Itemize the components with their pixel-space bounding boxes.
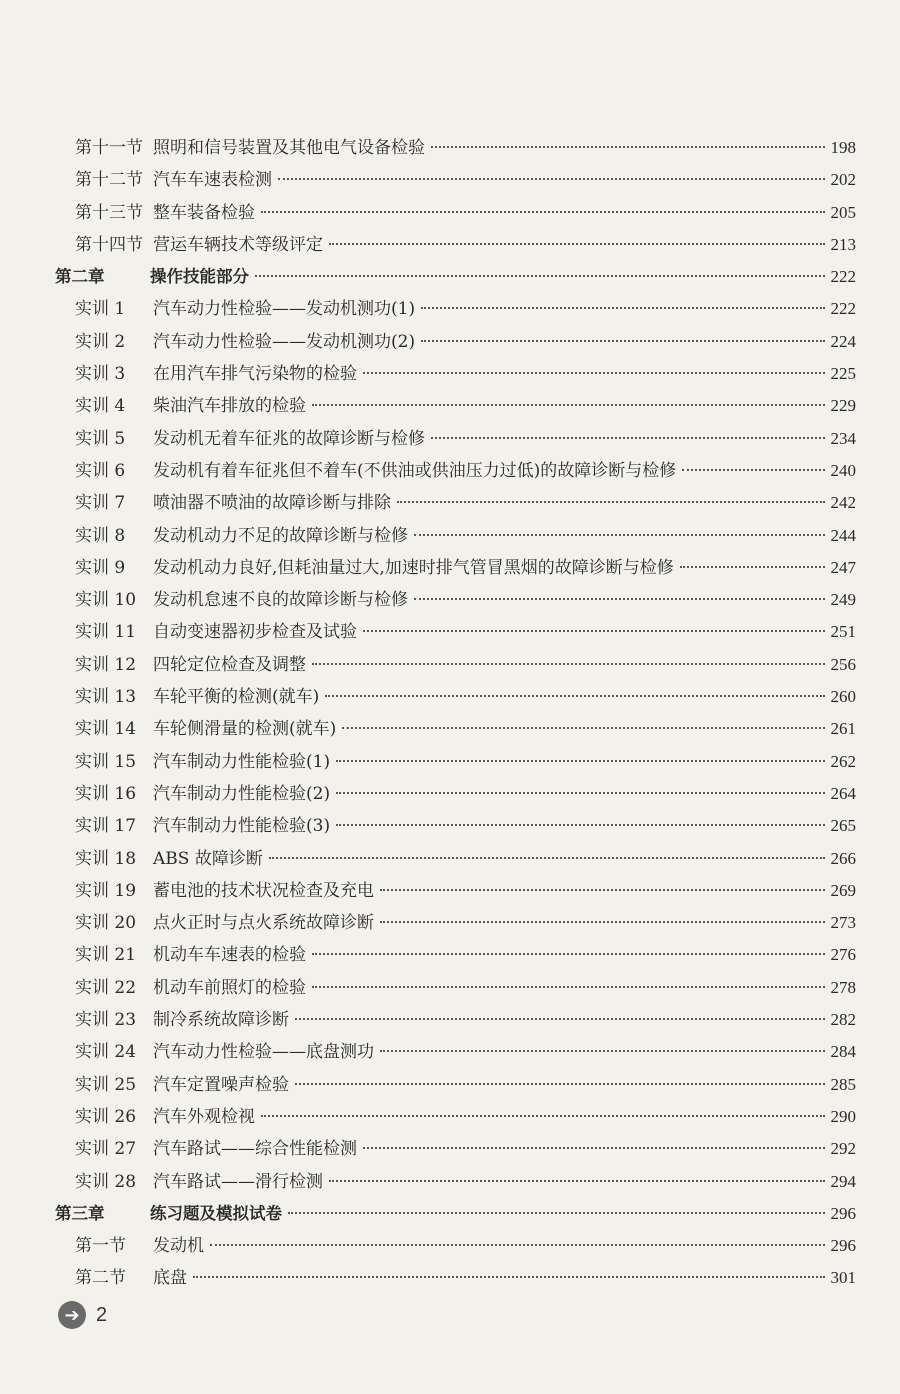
entry-title: 柴油汽车排放的检验	[153, 396, 306, 417]
dot-leader	[312, 404, 825, 406]
entry-title: 机动车车速表的检验	[153, 945, 306, 966]
dot-leader	[295, 1018, 825, 1020]
dot-leader	[363, 372, 825, 374]
toc-section-entry	[0, 584, 900, 616]
entry-number: 第十二节	[75, 170, 143, 191]
entry-title: ABS 故障诊断	[153, 848, 263, 869]
entry-number: 实训 25	[75, 1074, 137, 1095]
entry-number: 第十四节	[75, 234, 143, 255]
dot-leader	[269, 857, 825, 859]
entry-page: 265	[830, 816, 856, 836]
entry-number: 实训 24	[75, 1042, 137, 1063]
entry-number: 实训 1	[75, 299, 126, 320]
entry-number: 实训 8	[75, 525, 126, 546]
dot-leader	[261, 1115, 825, 1117]
dot-leader	[329, 243, 825, 245]
dot-leader	[414, 598, 825, 600]
entry-page: 224	[830, 331, 856, 351]
entry-title: 车轮侧滑量的检测(就车)	[153, 719, 337, 740]
entry-number: 实训 21	[75, 945, 137, 966]
entry-number: 实训 19	[75, 880, 137, 901]
toc-section-entry	[0, 132, 900, 164]
entry-number: 第二章	[55, 267, 105, 287]
table-of-contents	[0, 132, 900, 1295]
entry-page: 213	[830, 234, 856, 254]
entry-title: 照明和信号装置及其他电气设备检验	[153, 138, 425, 158]
entry-page: 222	[830, 299, 856, 319]
dot-leader	[312, 953, 825, 955]
toc-section-entry	[0, 810, 900, 842]
dot-leader	[380, 921, 825, 923]
dot-leader	[363, 630, 825, 632]
entry-page: 198	[830, 138, 856, 157]
entry-number: 实训 12	[75, 654, 137, 675]
entry-page: 264	[830, 783, 856, 803]
dot-leader	[421, 307, 824, 309]
entry-number: 实训 23	[75, 1010, 137, 1031]
entry-title: 汽车制动力性能检验(2)	[153, 783, 331, 804]
entry-page: 244	[830, 525, 856, 545]
entry-page: 296	[830, 1236, 856, 1256]
dot-leader	[380, 889, 825, 891]
entry-page: 225	[830, 364, 856, 384]
dot-leader	[255, 275, 825, 277]
entry-number: 实训 4	[75, 396, 126, 417]
entry-page: 285	[830, 1074, 856, 1094]
toc-chapter-entry	[0, 1198, 900, 1230]
entry-title: 制冷系统故障诊断	[153, 1010, 289, 1031]
toc-section-entry	[0, 972, 900, 1004]
entry-page: 247	[830, 557, 856, 577]
entry-number: 实训 9	[75, 557, 126, 578]
entry-number: 实训 13	[75, 687, 137, 708]
toc-chapter-entry	[0, 261, 900, 293]
toc-section-entry	[0, 778, 900, 810]
entry-number: 实训 17	[75, 816, 137, 837]
entry-page: 234	[830, 428, 856, 448]
dot-leader	[414, 534, 825, 536]
entry-number: 实训 2	[75, 331, 126, 352]
entry-number: 实训 27	[75, 1139, 137, 1160]
dot-leader	[431, 146, 825, 148]
entry-title: 操作技能部分	[150, 267, 249, 287]
entry-title: 自动变速器初步检查及试验	[153, 622, 357, 643]
entry-title: 汽车动力性检验——发动机测功(2)	[153, 331, 416, 352]
dot-leader	[421, 340, 824, 342]
dot-leader	[380, 1050, 825, 1052]
entry-title: 汽车定置噪声检验	[153, 1074, 289, 1095]
arrow-right-circle-icon: ➔	[58, 1301, 86, 1329]
entry-page: 262	[830, 751, 856, 771]
entry-title: 发动机动力良好,但耗油量过大,加速时排气管冒黑烟的故障诊断与检修	[153, 557, 674, 578]
entry-title: 蓄电池的技术状况检查及充电	[153, 880, 374, 901]
entry-number: 实训 16	[75, 783, 137, 804]
entry-title: 营运车辆技术等级评定	[153, 234, 323, 255]
entry-number: 实训 5	[75, 428, 126, 449]
entry-number: 实训 28	[75, 1171, 137, 1192]
entry-title: 发动机动力不足的故障诊断与检修	[153, 525, 408, 546]
entry-page: 294	[830, 1171, 856, 1191]
entry-number: 第三章	[55, 1203, 105, 1223]
entry-page: 261	[830, 719, 856, 739]
entry-title: 练习题及模拟试卷	[150, 1203, 282, 1223]
toc-section-entry	[0, 164, 900, 196]
dot-leader	[325, 695, 824, 697]
dot-leader	[363, 1147, 825, 1149]
entry-title: 发动机怠速不良的故障诊断与检修	[153, 590, 408, 611]
dot-leader	[336, 760, 824, 762]
toc-section-entry	[0, 1101, 900, 1133]
toc-section-entry	[0, 843, 900, 875]
entry-number: 第十一节	[75, 138, 143, 158]
toc-section-entry	[0, 487, 900, 519]
toc-section-entry	[0, 390, 900, 422]
entry-number: 实训 7	[75, 493, 126, 514]
entry-page: 266	[830, 848, 856, 868]
dot-leader	[336, 792, 824, 794]
entry-title: 汽车动力性检验——底盘测功	[153, 1042, 374, 1063]
toc-section-entry	[0, 552, 900, 584]
entry-page: 301	[830, 1268, 856, 1288]
toc-section-entry	[0, 1069, 900, 1101]
entry-number: 实训 20	[75, 913, 137, 934]
entry-page: 290	[830, 1106, 856, 1126]
entry-title: 汽车外观检视	[153, 1106, 255, 1127]
entry-page: 269	[830, 880, 856, 900]
entry-page: 282	[830, 1010, 856, 1030]
dot-leader	[431, 437, 825, 439]
dot-leader	[329, 1180, 825, 1182]
entry-number: 实训 22	[75, 977, 137, 998]
entry-page: 240	[830, 460, 856, 480]
entry-title: 整车装备检验	[153, 202, 255, 223]
dot-leader	[397, 501, 825, 503]
entry-number: 实训 10	[75, 590, 137, 611]
toc-section-entry	[0, 907, 900, 939]
entry-number: 实训 11	[75, 622, 137, 643]
entry-title: 汽车路试——综合性能检测	[153, 1139, 357, 1160]
toc-section-entry	[0, 326, 900, 358]
toc-section-entry	[0, 229, 900, 261]
toc-section-entry	[0, 197, 900, 229]
entry-title: 汽车制动力性能检验(1)	[153, 751, 331, 772]
entry-page: 249	[830, 590, 856, 610]
dot-leader	[342, 727, 824, 729]
toc-section-entry	[0, 746, 900, 778]
entry-title: 机动车前照灯的检验	[153, 977, 306, 998]
entry-title: 发动机有着车征兆但不着车(不供油或供油压力过低)的故障诊断与检修	[153, 460, 677, 481]
dot-leader	[210, 1244, 825, 1246]
toc-section-entry	[0, 455, 900, 487]
entry-page: 273	[830, 913, 856, 933]
toc-section-entry	[0, 939, 900, 971]
dot-leader	[295, 1083, 825, 1085]
entry-title: 发动机	[153, 1236, 204, 1257]
toc-section-entry	[0, 1133, 900, 1165]
entry-number: 实训 3	[75, 364, 126, 385]
toc-section-entry	[0, 1004, 900, 1036]
toc-section-entry	[0, 713, 900, 745]
entry-title: 喷油器不喷油的故障诊断与排除	[153, 493, 391, 514]
dot-leader	[312, 986, 825, 988]
dot-leader	[288, 1212, 825, 1214]
entry-page: 229	[830, 396, 856, 416]
dot-leader	[193, 1276, 825, 1278]
toc-section-entry	[0, 616, 900, 648]
toc-section-entry	[0, 358, 900, 390]
dot-leader	[278, 178, 825, 180]
entry-number: 实训 6	[75, 460, 126, 481]
toc-section-entry	[0, 1166, 900, 1198]
entry-number: 第一节	[75, 1236, 126, 1257]
entry-page: 278	[830, 977, 856, 997]
entry-page: 205	[830, 202, 856, 222]
entry-page: 276	[830, 945, 856, 965]
entry-page: 202	[830, 170, 856, 190]
toc-section-entry	[0, 520, 900, 552]
toc-section-entry	[0, 423, 900, 455]
entry-page: 296	[830, 1203, 856, 1223]
entry-number: 第二节	[75, 1268, 126, 1289]
toc-section-entry	[0, 681, 900, 713]
entry-page: 222	[830, 267, 856, 287]
toc-section-entry	[0, 875, 900, 907]
entry-title: 汽车动力性检验——发动机测功(1)	[153, 299, 416, 320]
entry-title: 底盘	[153, 1268, 187, 1289]
page-footer	[58, 1301, 107, 1329]
entry-page: 284	[830, 1042, 856, 1062]
dot-leader	[680, 566, 825, 568]
toc-section-entry	[0, 293, 900, 325]
toc-section-entry	[0, 1230, 900, 1262]
entry-title: 车轮平衡的检测(就车)	[153, 687, 320, 708]
entry-title: 发动机无着车征兆的故障诊断与检修	[153, 428, 425, 449]
dot-leader	[261, 211, 825, 213]
entry-title: 四轮定位检查及调整	[153, 654, 306, 675]
toc-section-entry	[0, 1262, 900, 1294]
entry-page: 292	[830, 1139, 856, 1159]
toc-section-entry	[0, 649, 900, 681]
entry-title: 汽车制动力性能检验(3)	[153, 816, 331, 837]
entry-number: 实训 18	[75, 848, 137, 869]
entry-title: 汽车车速表检测	[153, 170, 272, 191]
toc-section-entry	[0, 1036, 900, 1068]
dot-leader	[682, 469, 824, 471]
entry-page: 242	[830, 493, 856, 513]
entry-number: 第十三节	[75, 202, 143, 223]
entry-number: 实训 15	[75, 751, 137, 772]
dot-leader	[336, 824, 824, 826]
entry-number: 实训 26	[75, 1106, 137, 1127]
dot-leader	[312, 663, 825, 665]
entry-title: 点火正时与点火系统故障诊断	[153, 913, 374, 934]
entry-page: 260	[830, 687, 856, 707]
page-number: 2	[96, 1303, 108, 1326]
entry-title: 汽车路试——滑行检测	[153, 1171, 323, 1192]
entry-number: 实训 14	[75, 719, 137, 740]
entry-page: 251	[830, 622, 856, 642]
entry-title: 在用汽车排气污染物的检验	[153, 364, 357, 385]
entry-page: 256	[830, 654, 856, 674]
